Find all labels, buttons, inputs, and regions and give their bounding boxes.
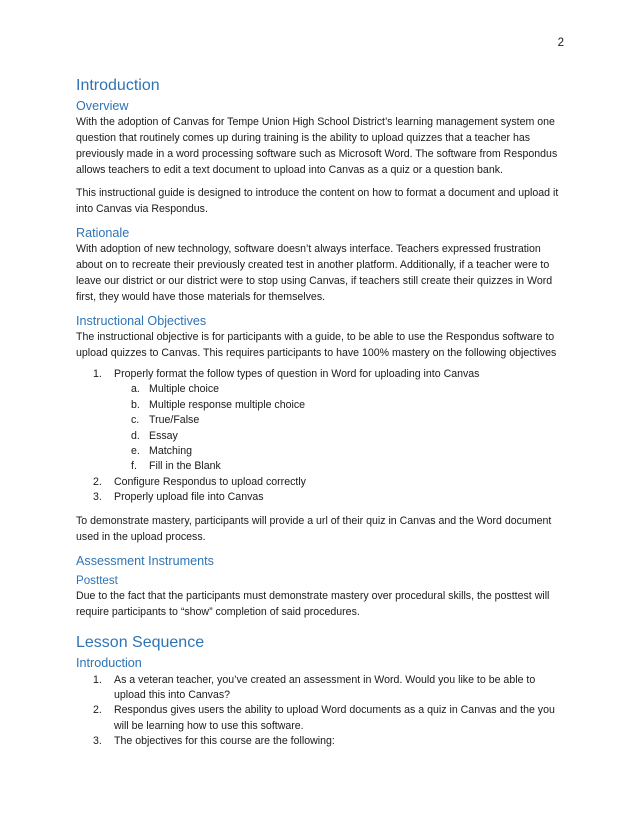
assessment-heading: Assessment Instruments: [76, 553, 214, 568]
rationale-paragraph: With adoption of new technology, software doesn’t always interface. Teachers expressed frustration about on to recreate their previously created test in another platform. Additionally, if a teacher were to leave our district or our district were to stop using Canvas, if teachers still create their quizzes in Word first, they would have those materials for themselves.: [76, 243, 553, 303]
list-item: a. Multiple choice: [131, 383, 220, 396]
page-content: [76, 76, 568, 750]
objectives-paragraph-2: To demonstrate mastery, participants will provide a url of their quiz in Canvas and the Word document used in the upload process.: [76, 514, 552, 543]
list-item: d. Essay: [131, 429, 178, 442]
list-item: 2. Configure Respondus to upload correctly: [93, 475, 306, 488]
lesson-list: [76, 673, 568, 750]
overview-paragraph-2: This instructional guide is designed to introduce the content on how to format a document and upload it into Canvas via Respondus.: [76, 187, 559, 215]
posttest-heading: Posttest: [76, 573, 118, 587]
page-number: 2: [557, 37, 564, 49]
list-item: c. True/False: [131, 414, 200, 427]
list-item: 1. As a veteran teacher, you’ve created an assessment in Word. Would you like to be able to upload this into Canvas?: [93, 673, 536, 702]
rationale-heading: Rationale: [76, 226, 130, 240]
list-item: 1. Properly format the follow types of question in Word for uploading into Canvas: [93, 368, 480, 380]
objectives-paragraph-1: The instructional objective is for participants with a guide, to be able to use the Respondus software to upload quizzes to Canvas. This requires participants to have 100% mastery on the following objectives: [76, 331, 557, 359]
overview-paragraph-1: With the adoption of Canvas for Tempe Union High School District’s learning management system one question that routinely comes up during training is the ability to upload quizzes that a teacher has previously made in a word processing software such as Microsoft Word. The software from Respondus allows teachers to edit a text document to upload into Canvas as a quiz or a question bank.: [76, 116, 558, 176]
lesson-introduction-heading: Introduction: [76, 655, 142, 670]
list-item: f. Fill in the Blank: [131, 460, 221, 473]
posttest-paragraph: Due to the fact that the participants must demonstrate mastery over procedural skills, the posttest will require participants to “show” completion of said procedures.: [76, 589, 550, 618]
list-item: b. Multiple response multiple choice: [131, 398, 306, 411]
list-item: e. Matching: [131, 445, 192, 458]
list-item: 2. Respondus gives users the ability to upload Word documents as a quiz in Canvas and the you will be learning how to use this software.: [93, 704, 555, 732]
list-item: 3. The objectives for this course are the following:: [93, 735, 335, 748]
lesson-sequence-heading: Lesson Sequence: [76, 633, 205, 651]
list-item: 3. Properly upload file into Canvas: [93, 491, 264, 504]
introduction-heading: Introduction: [76, 77, 160, 94]
overview-heading: Overview: [76, 99, 129, 113]
objectives-heading: Instructional Objectives: [76, 314, 207, 328]
objectives-list: [76, 367, 568, 506]
